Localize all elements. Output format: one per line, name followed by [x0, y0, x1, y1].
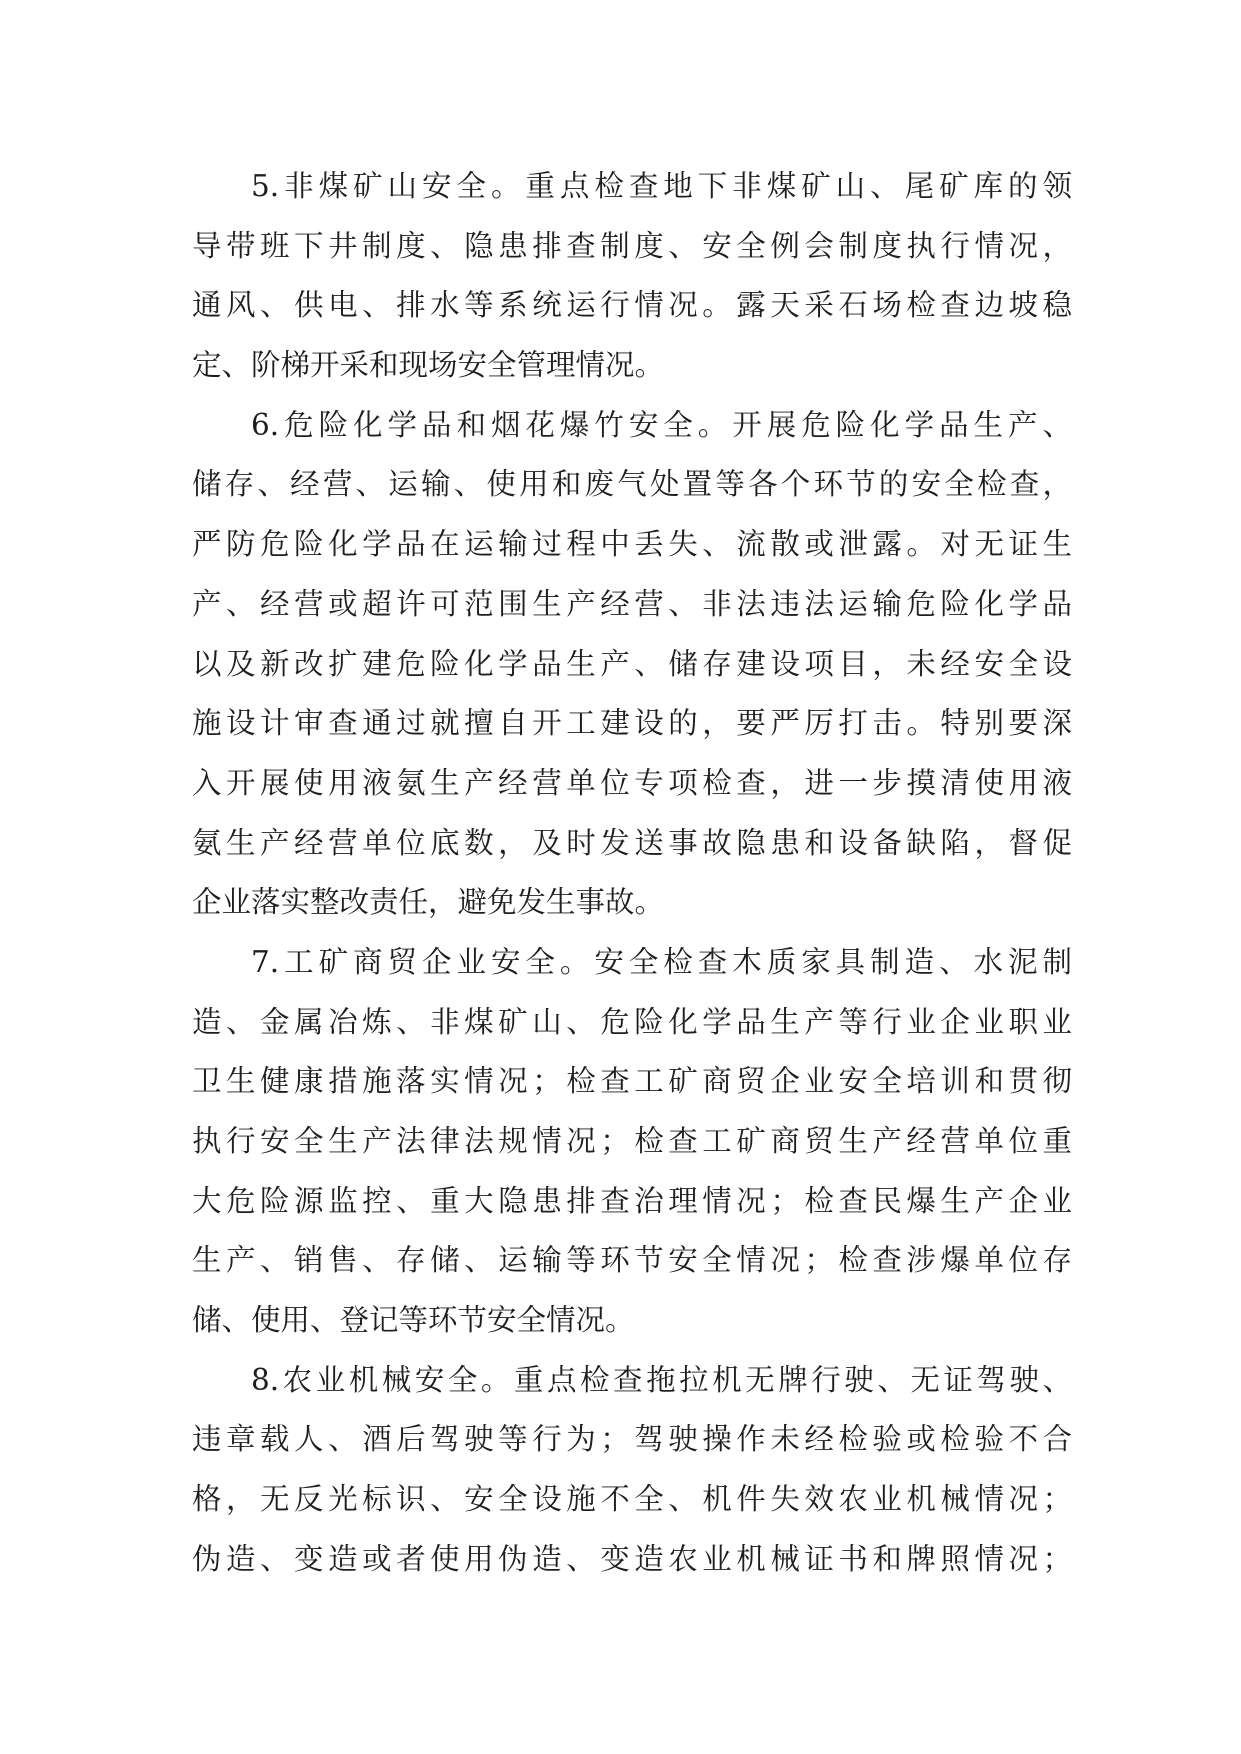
text-line: 以及新改扩建危险化学品生产、储存建设项目，未经安全设: [192, 646, 1072, 681]
text-line: 5.非煤矿山安全。重点检查地下非煤矿山、尾矿库的领: [251, 169, 1072, 203]
text-line: 执行安全生产法律法规情况；检查工矿商贸生产经营单位重: [192, 1124, 1072, 1158]
text-line: 通风、供电、排水等系统运行情况。露天采石场检查边坡稳: [192, 288, 1072, 323]
text-line: 导带班下井制度、隐患排查制度、安全例会制度执行情况，: [192, 228, 1072, 263]
text-line: 8.农业机械安全。重点检查拖拉机无牌行驶、无证驾驶、: [251, 1362, 1072, 1397]
text-line: 储、使用、登记等环节安全情况。: [192, 1303, 635, 1338]
text-line: 生产、销售、存储、运输等环节安全情况；检查涉爆单位存: [192, 1243, 1072, 1278]
text-line: 违章载人、酒后驾驶等行为；驾驶操作未经检验或检验不合: [192, 1422, 1072, 1457]
paragraph-8: [192, 1351, 1072, 1590]
text-line: 造、金属冶炼、非煤矿山、危险化学品生产等行业企业职业: [192, 1004, 1072, 1039]
text-line: 氨生产经营单位底数，及时发送事故隐患和设备缺陷，督促: [192, 825, 1072, 860]
text-line: 施设计审查通过就擅自开工建设的，要严厉打击。特别要深: [192, 706, 1072, 741]
text-line: 伪造、变造或者使用伪造、变造农业机械证书和牌照情况；: [192, 1541, 1072, 1576]
text-line: 入开展使用液氨生产经营单位专项检查，进一步摸清使用液: [192, 765, 1072, 800]
text-line: 格，无反光标识、安全设施不全、机件失效农业机械情况；: [192, 1482, 1072, 1517]
text-line: 定、阶梯开采和现场安全管理情况。: [192, 348, 665, 383]
text-line: 产、经营或超许可范围生产经营、非法违法运输危险化学品: [192, 586, 1072, 621]
paragraph-7: [192, 933, 1072, 1351]
text-line: 卫生健康措施落实情况；检查工矿商贸企业安全培训和贯彻: [192, 1064, 1072, 1099]
text-line: 储存、经营、运输、使用和废气处置等各个环节的安全检查，: [192, 467, 1072, 502]
paragraph-6: [192, 396, 1072, 933]
text-line: 6.危险化学品和烟花爆竹安全。开展危险化学品生产、: [251, 407, 1072, 442]
document-body: [192, 157, 1072, 1590]
paragraph-5: [192, 157, 1072, 396]
text-line: 严防危险化学品在运输过程中丢失、流散或泄露。对无证生: [192, 527, 1072, 562]
text-line: 大危险源监控、重大隐患排查治理情况；检查民爆生产企业: [192, 1183, 1072, 1218]
text-line: 企业落实整改责任，避免发生事故。: [192, 885, 665, 920]
text-line: 7.工矿商贸企业安全。安全检查木质家具制造、水泥制: [251, 944, 1072, 979]
